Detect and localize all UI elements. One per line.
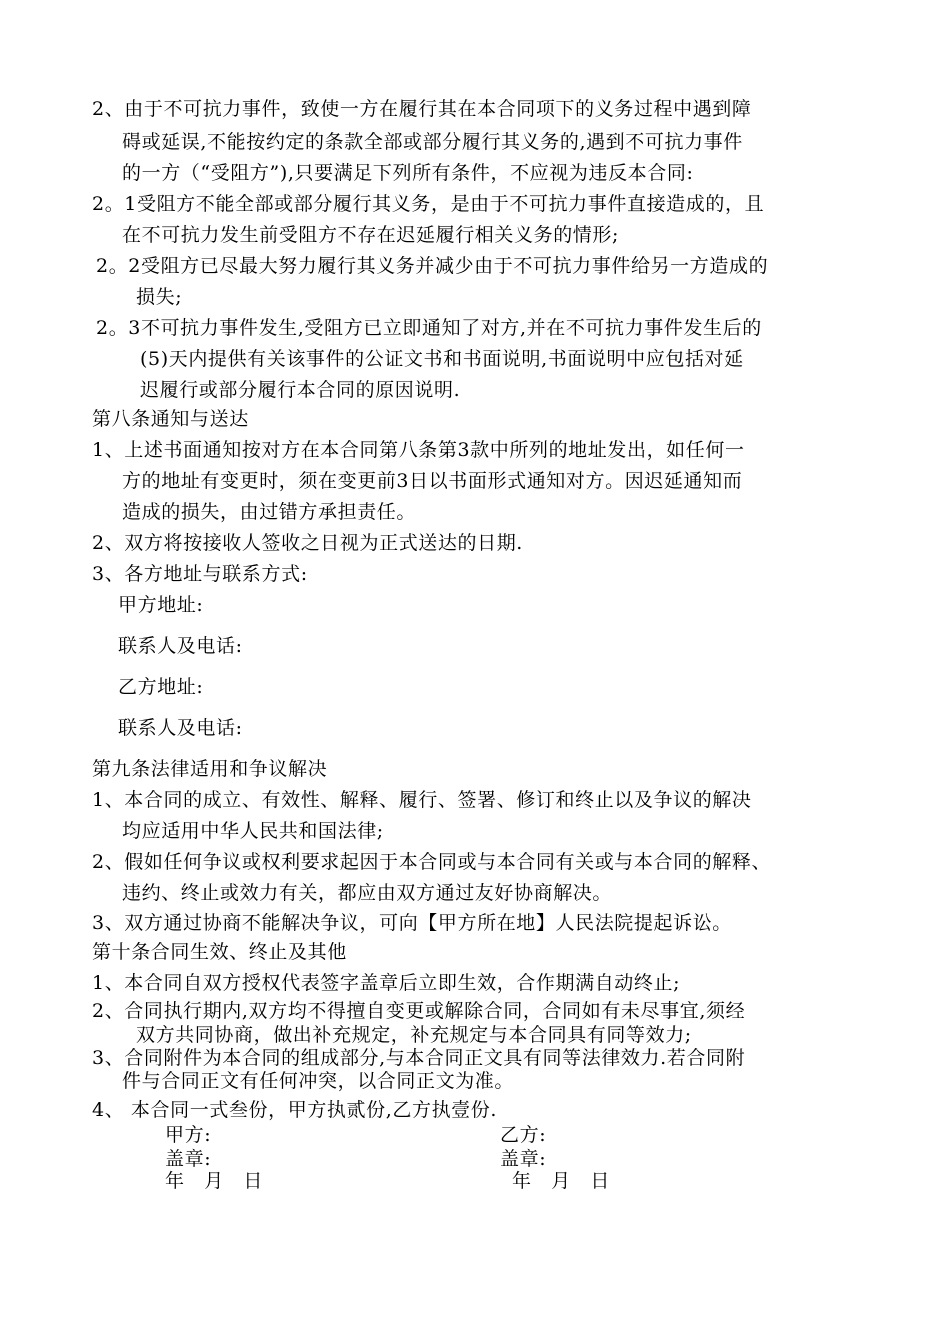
clause-line: 3、各方地址与联系方式:: [92, 563, 308, 585]
clause-line: 2、合同执行期内,双方均不得擅自变更或解除合同，合同如有未尽事宜,须经: [92, 1000, 746, 1022]
clause-line: (5)天内提供有关该事件的公证文书和书面说明,书面说明中应包括对延: [140, 348, 744, 370]
clause-line: 的一方（“受阻方”),只要满足下列所有条件，不应视为违反本合同:: [122, 162, 694, 184]
party-a-contact-label: 联系人及电话:: [118, 635, 243, 657]
clause-line: 1、本合同自双方授权代表签字盖章后立即生效，合作期满自动终止;: [92, 972, 681, 994]
clause-line: 均应适用中华人民共和国法律;: [122, 820, 384, 842]
clause-line: 损失;: [136, 286, 183, 308]
party-a-signature-label: 甲方:: [165, 1124, 212, 1146]
clause-line: 2、假如任何争议或权利要求起因于本合同或与本合同有关或与本合同的解释、: [92, 851, 772, 873]
section-heading: 第十条合同生效、终止及其他: [92, 941, 347, 963]
party-b-contact-label: 联系人及电话:: [118, 717, 243, 739]
party-a-address-label: 甲方地址:: [118, 594, 204, 616]
clause-line: 双方共同协商，做出补充规定，补充规定与本合同具有同等效力;: [136, 1024, 692, 1046]
section-heading: 第八条通知与送达: [92, 408, 249, 430]
clause-line: 4、 本合同一式叁份，甲方执贰份,乙方执壹份.: [92, 1099, 498, 1121]
clause-line: 2。2受阻方已尽最大努力履行其义务并减少由于不可抗力事件给另一方造成的: [96, 255, 769, 277]
clause-line: 3、双方通过协商不能解决争议，可向【甲方所在地】人民法院提起诉讼。: [92, 912, 732, 934]
clause-line: 1、本合同的成立、有效性、解释、履行、签署、修订和终止以及争议的解决: [92, 789, 752, 811]
party-b-date: 年 月 日: [512, 1170, 611, 1192]
clause-line: 1、上述书面通知按对方在本合同第八条第3款中所列的地址发出，如任何一: [92, 439, 745, 461]
clause-line: 件与合同正文有任何冲突，以合同正文为准。: [122, 1070, 515, 1092]
clause-line: 造成的损失，由过错方承担责任。: [122, 501, 417, 523]
party-a-date: 年 月 日: [165, 1170, 264, 1192]
clause-line: 3、合同附件为本合同的组成部分,与本合同正文具有同等法律效力.若合同附: [92, 1047, 746, 1069]
party-b-address-label: 乙方地址:: [118, 676, 204, 698]
party-b-seal-label: 盖章:: [500, 1148, 547, 1170]
clause-line: 在不可抗力发生前受阻方不存在迟延履行相关义务的情形;: [122, 224, 620, 246]
clause-line: 碍或延误,不能按约定的条款全部或部分履行其义务的,遇到不可抗力事件: [122, 131, 743, 153]
clause-line: 2。3不可抗力事件发生,受阻方已立即通知了对方,并在不可抗力事件发生后的: [96, 317, 762, 339]
clause-line: 方的地址有变更时，须在变更前3日以书面形式通知对方。因迟延通知而: [122, 470, 743, 492]
clause-line: 2、由于不可抗力事件，致使一方在履行其在本合同项下的义务过程中遇到障: [92, 98, 752, 120]
clause-line: 2、双方将按接收人签收之日视为正式送达的日期.: [92, 532, 523, 554]
party-a-seal-label: 盖章:: [165, 1148, 212, 1170]
clause-line: 迟履行或部分履行本合同的原因说明.: [140, 379, 461, 401]
clause-line: 2。1受阻方不能全部或部分履行其义务，是由于不可抗力事件直接造成的，且: [92, 193, 765, 215]
section-heading: 第九条法律适用和争议解决: [92, 758, 328, 780]
clause-line: 违约、终止或效力有关，都应由双方通过友好协商解决。: [122, 882, 613, 904]
party-b-signature-label: 乙方:: [500, 1124, 547, 1146]
